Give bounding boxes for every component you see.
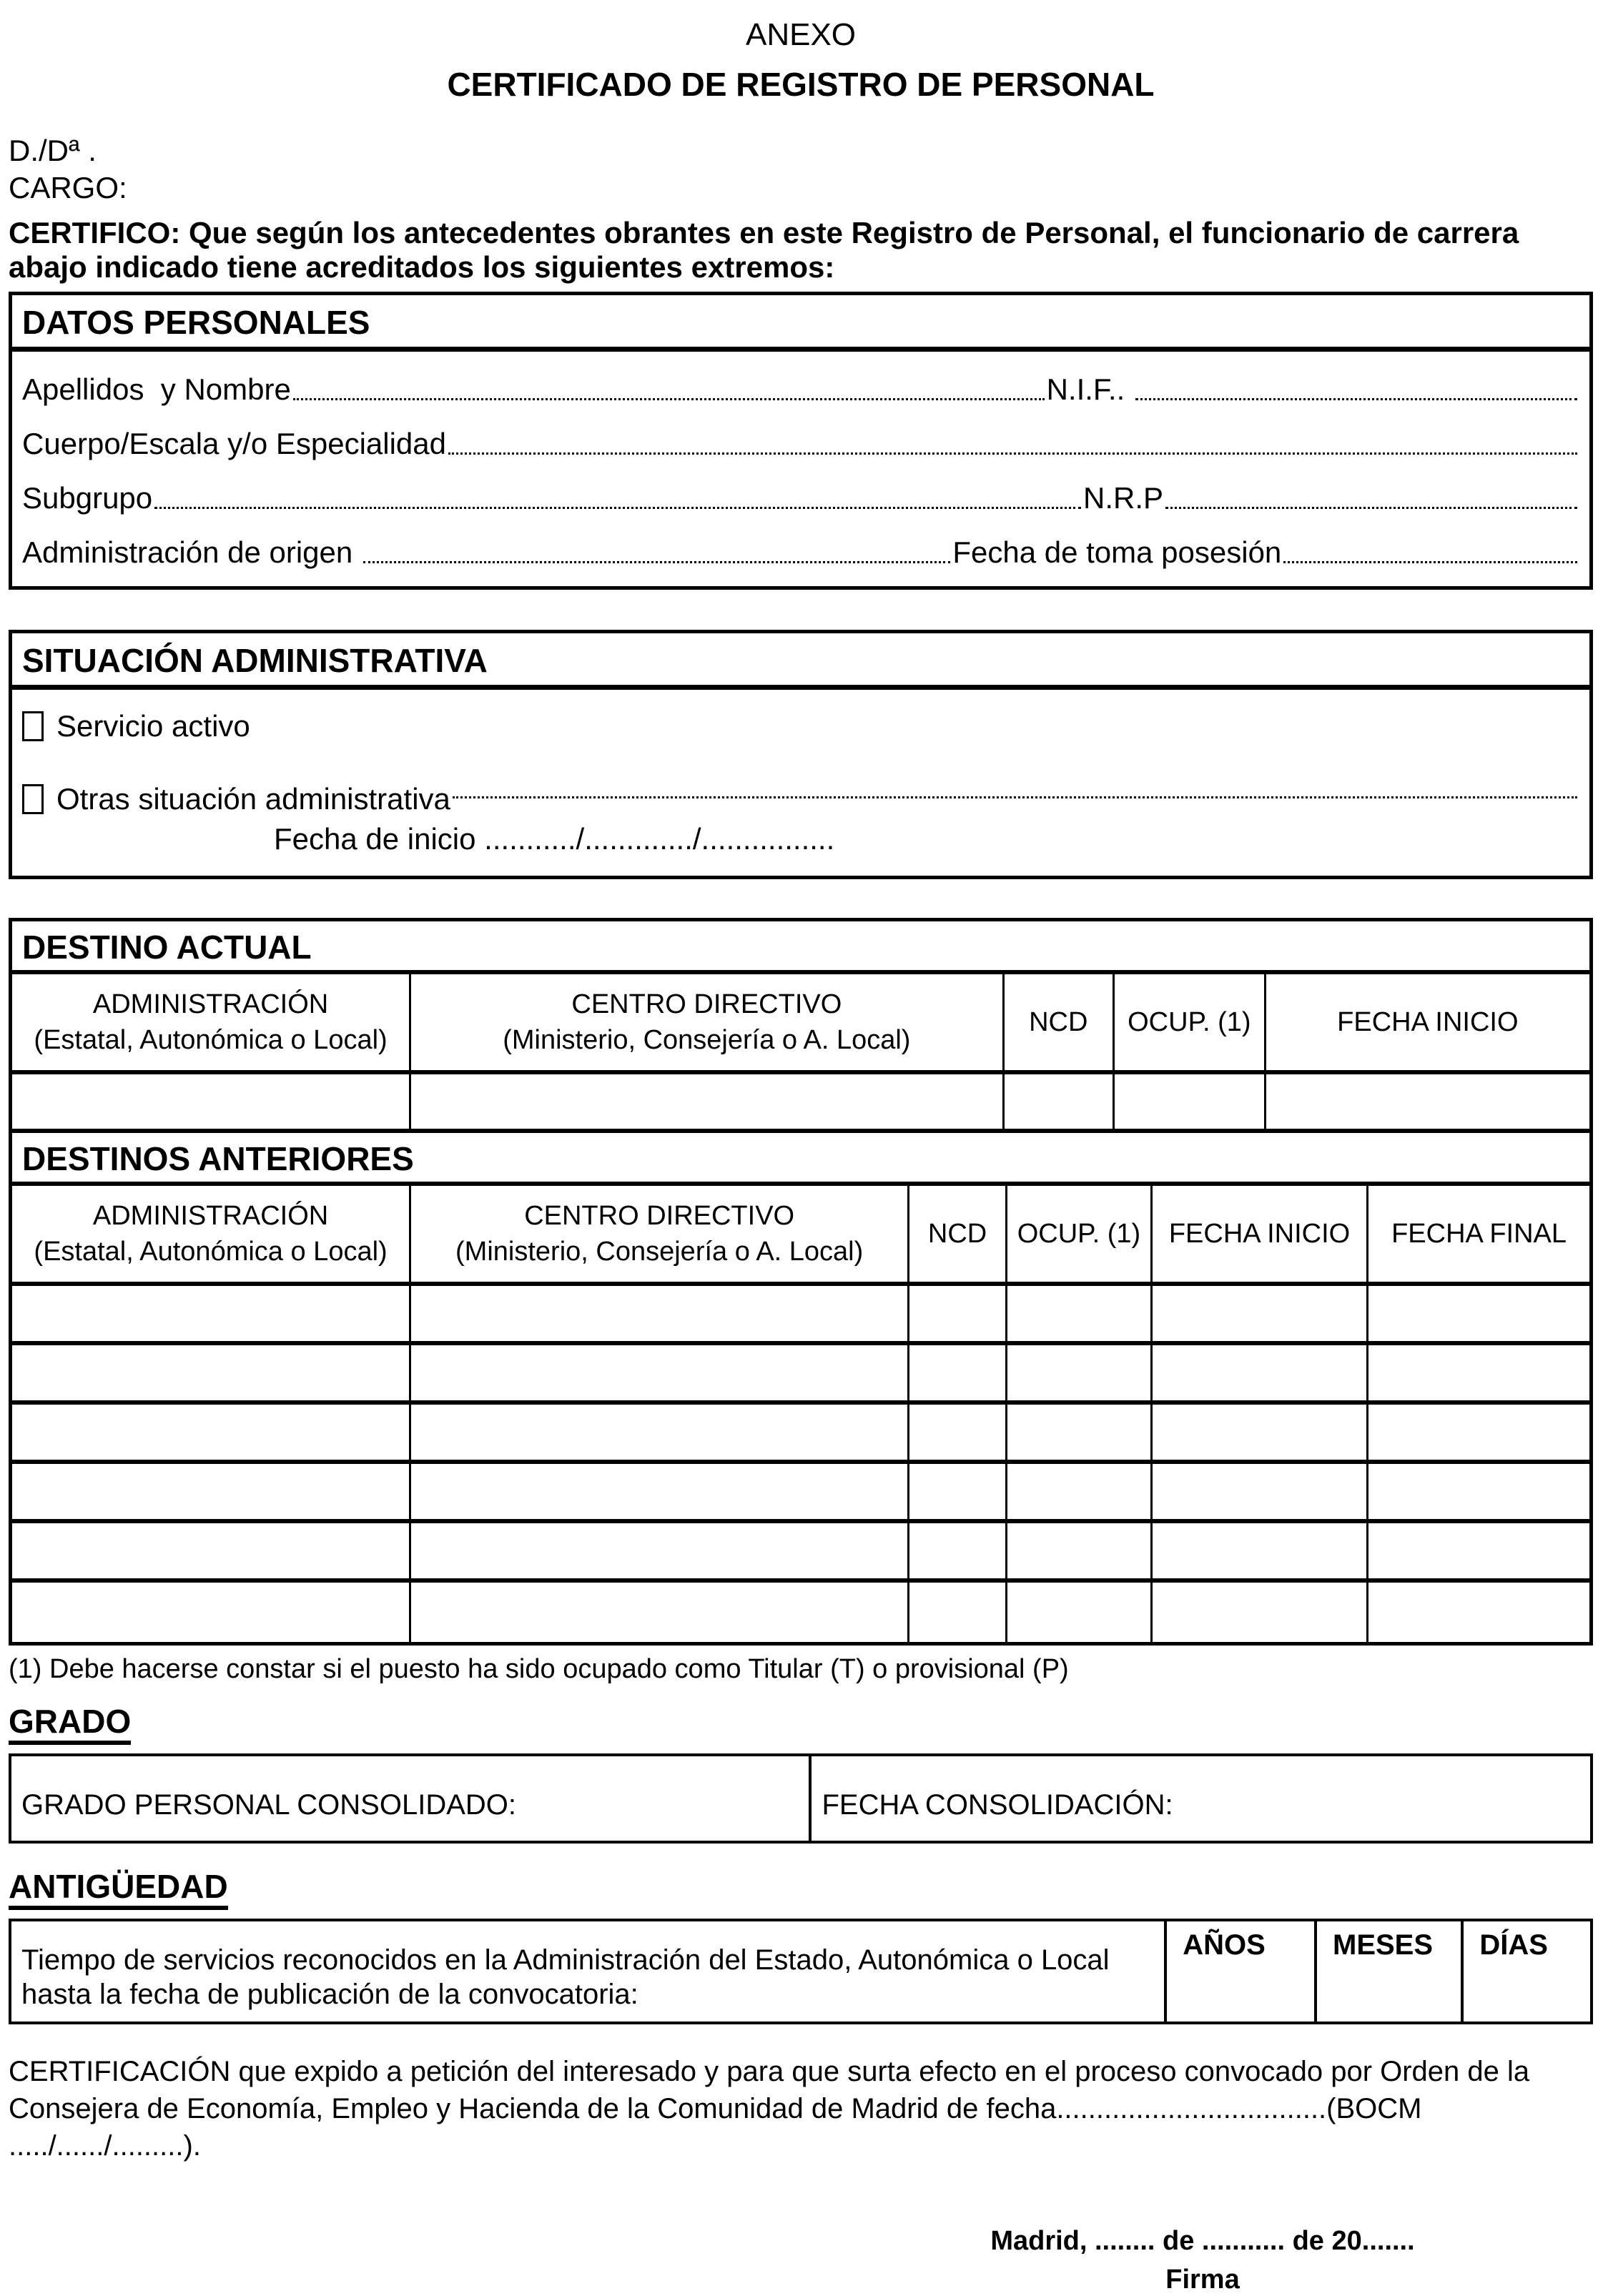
table-cell xyxy=(909,1345,1007,1405)
dotted-leader xyxy=(448,452,1577,455)
table-cell xyxy=(411,1523,909,1583)
table-cell xyxy=(411,1074,1004,1133)
fecha-consolidacion-cell: FECHA CONSOLIDACIÓN: xyxy=(822,1789,1173,1821)
table-cell xyxy=(12,1074,411,1133)
checkbox-otras-situacion[interactable] xyxy=(22,784,44,814)
ocup-footnote: (1) Debe hacerse constar si el puesto ha sido ocupado como Titular (T) o provisional (P) xyxy=(9,1654,1069,1684)
header-administracion-line2: (Estatal, Autonómica o Local) xyxy=(34,1237,388,1267)
header-centro-directivo-line2: (Ministerio, Consejería o A. Local) xyxy=(455,1237,864,1267)
header-centro-directivo-line1: CENTRO DIRECTIVO xyxy=(524,1201,795,1231)
header-centro-directivo xyxy=(411,974,1004,1074)
nif-label: N.I.F.. xyxy=(1046,372,1133,406)
table-cell xyxy=(1007,1405,1153,1464)
table-cell xyxy=(1368,1464,1589,1523)
header-administracion-line1: ADMINISTRACIÓN xyxy=(92,989,329,1019)
table-cell xyxy=(1266,1074,1589,1133)
table-cell xyxy=(1115,1074,1266,1133)
table-cell xyxy=(1007,1345,1153,1405)
table-cell xyxy=(1007,1523,1153,1583)
destinos-anteriores-header-row xyxy=(12,1186,1589,1286)
subgrupo-label: Subgrupo xyxy=(22,481,153,515)
apellidos-nombre-label: Apellidos y Nombre xyxy=(22,372,291,406)
situacion-administrativa-title: SITUACIÓN ADMINISTRATIVA xyxy=(12,633,1589,690)
field-row-subgrupo-nrp xyxy=(22,482,1579,515)
table-cell xyxy=(1007,1286,1153,1345)
fecha-toma-posesion-label: Fecha de toma posesión xyxy=(952,535,1282,569)
datos-personales-title: DATOS PERSONALES xyxy=(12,295,1589,352)
table-cell xyxy=(909,1464,1007,1523)
table-cell xyxy=(1153,1583,1368,1642)
table-cell xyxy=(1368,1286,1589,1345)
header-fecha-inicio: FECHA INICIO xyxy=(1153,1186,1368,1286)
destino-actual-empty-row xyxy=(12,1074,1589,1133)
certification-paragraph: CERTIFICACIÓN que expido a petición del interesado y para que surta efecto en el proceso convocado por Orden de la Consejera de Economía, Empleo y Hacienda de la Comunidad de Madrid de fecha..................................(BOCM ...../....../.........). xyxy=(9,2056,1530,2162)
dotted-leader xyxy=(1135,398,1577,400)
certify-paragraph: CERTIFICO: Que según los antecedentes obrantes en este Registro de Personal, el funcionario de carrera abajo indicado tiene acreditados los siguientes extremos: xyxy=(9,216,1519,284)
header-fecha-inicio: FECHA INICIO xyxy=(1266,974,1589,1074)
header-administracion xyxy=(12,1186,411,1286)
field-row-admin-origen xyxy=(22,536,1579,569)
table-cell xyxy=(12,1583,411,1642)
signature-date-line: Madrid, ........ de ........... de 20....... xyxy=(990,2226,1415,2256)
header-meses: MESES xyxy=(1317,1921,1464,2022)
destinos-anteriores-title: DESTINOS ANTERIORES xyxy=(12,1133,1589,1186)
table-cell xyxy=(411,1286,909,1345)
header-centro-directivo-line2: (Ministerio, Consejería o A. Local) xyxy=(503,1025,911,1055)
option-row-otras-situacion xyxy=(22,783,1579,816)
signature-block xyxy=(802,2225,1603,2296)
table-cell xyxy=(411,1345,909,1405)
table-cell xyxy=(411,1583,909,1642)
grado-personal-consolidado-cell: GRADO PERSONAL CONSOLIDADO: xyxy=(11,1756,812,1841)
table-cell xyxy=(1153,1523,1368,1583)
destinos-anteriores-empty-row xyxy=(12,1464,1589,1523)
header-ncd: NCD xyxy=(1005,974,1115,1074)
situacion-administrativa-section xyxy=(9,630,1593,879)
field-row-cuerpo-escala xyxy=(22,427,1579,460)
table-cell xyxy=(1153,1345,1368,1405)
tiempo-servicios-line1: Tiempo de servicios reconocidos en la Administración del Estado, Autonómica o Local xyxy=(21,1944,1110,1976)
table-cell xyxy=(12,1523,411,1583)
otras-situacion-label: Otras situación administrativa xyxy=(56,782,450,816)
table-cell xyxy=(12,1286,411,1345)
header-administracion-line1: ADMINISTRACIÓN xyxy=(92,1201,329,1231)
header-centro-directivo xyxy=(411,1186,909,1286)
table-cell xyxy=(1368,1345,1589,1405)
destino-actual-header-row xyxy=(12,974,1589,1074)
dotted-leader xyxy=(1165,507,1577,509)
table-cell xyxy=(1007,1464,1153,1523)
table-cell xyxy=(12,1405,411,1464)
table-cell xyxy=(909,1583,1007,1642)
table-cell xyxy=(1153,1286,1368,1345)
document-title: CERTIFICADO DE REGISTRO DE PERSONAL xyxy=(447,66,1155,103)
cuerpo-escala-label: Cuerpo/Escala y/o Especialidad xyxy=(22,427,447,460)
table-cell xyxy=(1153,1405,1368,1464)
antiguedad-title: ANTIGÜEDAD xyxy=(9,1869,228,1910)
header-ocup: OCUP. (1) xyxy=(1007,1186,1153,1286)
table-cell xyxy=(1368,1583,1589,1642)
table-cell xyxy=(909,1523,1007,1583)
destinos-anteriores-empty-row xyxy=(12,1286,1589,1345)
position-line: CARGO: xyxy=(9,171,127,204)
table-cell xyxy=(1007,1583,1153,1642)
grado-table xyxy=(9,1753,1593,1844)
table-cell xyxy=(909,1286,1007,1345)
holder-name-line: D./Dª . xyxy=(9,134,97,167)
dotted-leader xyxy=(453,796,1577,798)
table-cell xyxy=(12,1464,411,1523)
dotted-leader xyxy=(1283,561,1577,563)
header-dias: DÍAS xyxy=(1479,1929,1548,1961)
tiempo-servicios-line2: hasta la fecha de publicación de la convocatoria: xyxy=(21,1979,638,2010)
dotted-leader xyxy=(293,398,1045,400)
table-cell xyxy=(1153,1464,1368,1523)
header-administracion xyxy=(12,974,411,1074)
datos-personales-section xyxy=(9,292,1593,590)
tiempo-servicios-label xyxy=(11,1921,1167,2022)
antiguedad-table xyxy=(9,1919,1593,2024)
table-cell xyxy=(411,1405,909,1464)
datos-personales-body xyxy=(12,352,1589,586)
destinos-table xyxy=(9,918,1593,1646)
table-cell xyxy=(1368,1523,1589,1583)
destinos-anteriores-empty-row xyxy=(12,1583,1589,1642)
header-anos: AÑOS xyxy=(1167,1921,1317,2022)
dotted-leader xyxy=(154,507,1081,509)
field-row-apellidos-nif xyxy=(22,373,1579,406)
servicio-activo-label: Servicio activo xyxy=(56,709,250,743)
table-cell xyxy=(411,1464,909,1523)
table-cell xyxy=(1005,1074,1115,1133)
nrp-label: N.R.P xyxy=(1083,481,1164,515)
dotted-leader xyxy=(363,561,950,563)
destinos-anteriores-empty-row xyxy=(12,1345,1589,1405)
administracion-origen-label: Administración de origen xyxy=(22,535,361,569)
header-ocup: OCUP. (1) xyxy=(1115,974,1266,1074)
header-fecha-final: FECHA FINAL xyxy=(1368,1186,1589,1286)
firma-label: Firma xyxy=(1165,2265,1240,2295)
destinos-anteriores-empty-row xyxy=(12,1523,1589,1583)
fecha-inicio-line: Fecha de inicio .........../............./................ xyxy=(274,822,835,856)
grado-title: GRADO xyxy=(9,1704,131,1745)
destinos-anteriores-empty-row xyxy=(12,1405,1589,1464)
table-cell xyxy=(1368,1405,1589,1464)
checkbox-servicio-activo[interactable] xyxy=(22,711,44,741)
table-cell xyxy=(909,1405,1007,1464)
header-centro-directivo-line1: CENTRO DIRECTIVO xyxy=(571,989,842,1019)
destino-actual-title: DESTINO ACTUAL xyxy=(12,921,1589,974)
situacion-administrativa-body xyxy=(12,690,1589,876)
header-administracion-line2: (Estatal, Autonómica o Local) xyxy=(34,1025,388,1055)
option-row-servicio-activo xyxy=(22,710,1579,743)
table-cell xyxy=(12,1345,411,1405)
header-ncd: NCD xyxy=(909,1186,1007,1286)
annex-label: ANEXO xyxy=(745,17,857,52)
